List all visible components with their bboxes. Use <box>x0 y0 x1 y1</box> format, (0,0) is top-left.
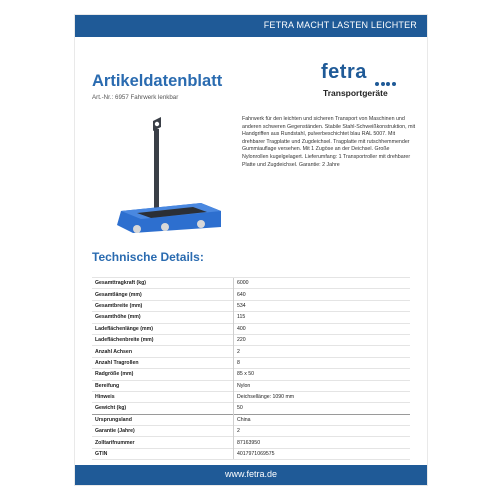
product-image <box>103 115 233 235</box>
spec-label: Gesamttragkraft (kg) <box>92 278 234 289</box>
spec-label: Gewicht (kg) <box>92 403 234 414</box>
spec-value: Nylon <box>234 380 411 391</box>
spec-value: 2 <box>234 426 411 437</box>
spec-value: 50 <box>234 403 411 414</box>
spec-value: 8 <box>234 357 411 368</box>
drawbar-eye-hole <box>155 122 159 126</box>
header-bar <box>75 15 427 37</box>
spec-value: 6000 <box>234 278 411 289</box>
spec-value: Deichsellänge: 1090 mm <box>234 391 411 402</box>
spec-value: 115 <box>234 312 411 323</box>
table-row <box>92 289 410 300</box>
spec-label: Ladeflächenlänge (mm) <box>92 323 234 334</box>
spec-label: Radgröße (mm) <box>92 369 234 380</box>
table-row <box>92 323 410 334</box>
spec-value: 2 <box>234 346 411 357</box>
datasheet-page <box>75 15 427 485</box>
spec-label: Ladeflächenbreite (mm) <box>92 334 234 345</box>
spec-value: 220 <box>234 334 411 345</box>
product-description: Fahrwerk für den leichten und sicheren Transport von Maschinen und anderen schweren Gegenständen. Stabile Stahl-Schweißkonstruktion, mit Handgriffen aus Rundstahl, pulverbeschichtet blau RAL 5007. Mit drehbarer Tragplatte und Zugdeichsel. Tragplatte mit rutschhemmender Gummiauflage versehen. Mit 1 Zugöse an der Deichsel. Große Nylonrollen kugelgelagert. Lieferumfang: 1 Transportroller mit drehbarer Platte und Zugdeichsel. Garantie: 2 Jahre <box>242 116 416 168</box>
spec-label: GTIN <box>92 448 234 459</box>
table-row <box>92 334 410 345</box>
page-title: Artikeldatenblatt <box>92 72 223 90</box>
table-row <box>92 437 410 448</box>
table-row <box>92 448 410 459</box>
fetra-logo: fetra <box>321 61 367 83</box>
header-slogan: FETRA MACHT LASTEN LEICHTER <box>263 20 417 30</box>
technical-details-heading: Technische Details: <box>92 250 204 264</box>
spec-label: Anzahl Tragrollen <box>92 357 234 368</box>
table-row <box>92 414 410 425</box>
logo-tagline: Transportgeräte <box>323 88 388 98</box>
spec-label: Anzahl Achsen <box>92 346 234 357</box>
table-row <box>92 278 410 289</box>
table-row <box>92 403 410 414</box>
table-row <box>92 380 410 391</box>
article-number: Art.-Nr.: 6957 Fahrwerk lenkbar <box>92 94 179 101</box>
spec-value: 534 <box>234 300 411 311</box>
spec-label: Bereifung <box>92 380 234 391</box>
spec-value: 87163950 <box>234 437 411 448</box>
footer-bar <box>75 465 427 485</box>
wheel <box>133 225 141 233</box>
spec-value: 400 <box>234 323 411 334</box>
spec-label: Garantie (Jahre) <box>92 426 234 437</box>
table-row <box>92 300 410 311</box>
wheel <box>161 223 169 231</box>
spec-table <box>92 277 410 460</box>
spec-value: 85 x 50 <box>234 369 411 380</box>
drawbar <box>154 129 159 213</box>
spec-label: Zolltarifnummer <box>92 437 234 448</box>
table-row <box>92 426 410 437</box>
footer-url[interactable]: www.fetra.de <box>224 469 278 479</box>
spec-label: Gesamtbreite (mm) <box>92 300 234 311</box>
spec-value: 640 <box>234 289 411 300</box>
table-row <box>92 369 410 380</box>
table-row <box>92 346 410 357</box>
spec-label: Hinweis <box>92 391 234 402</box>
table-row <box>92 357 410 368</box>
spec-label: Gesamthöhe (mm) <box>92 312 234 323</box>
table-row <box>92 312 410 323</box>
spec-value: 4017971069575 <box>234 448 411 459</box>
spec-label: Ursprungsland <box>92 414 234 425</box>
wheel <box>197 220 205 228</box>
spec-value: China <box>234 414 411 425</box>
spec-label: Gesamtlänge (mm) <box>92 289 234 300</box>
table-row <box>92 391 410 402</box>
